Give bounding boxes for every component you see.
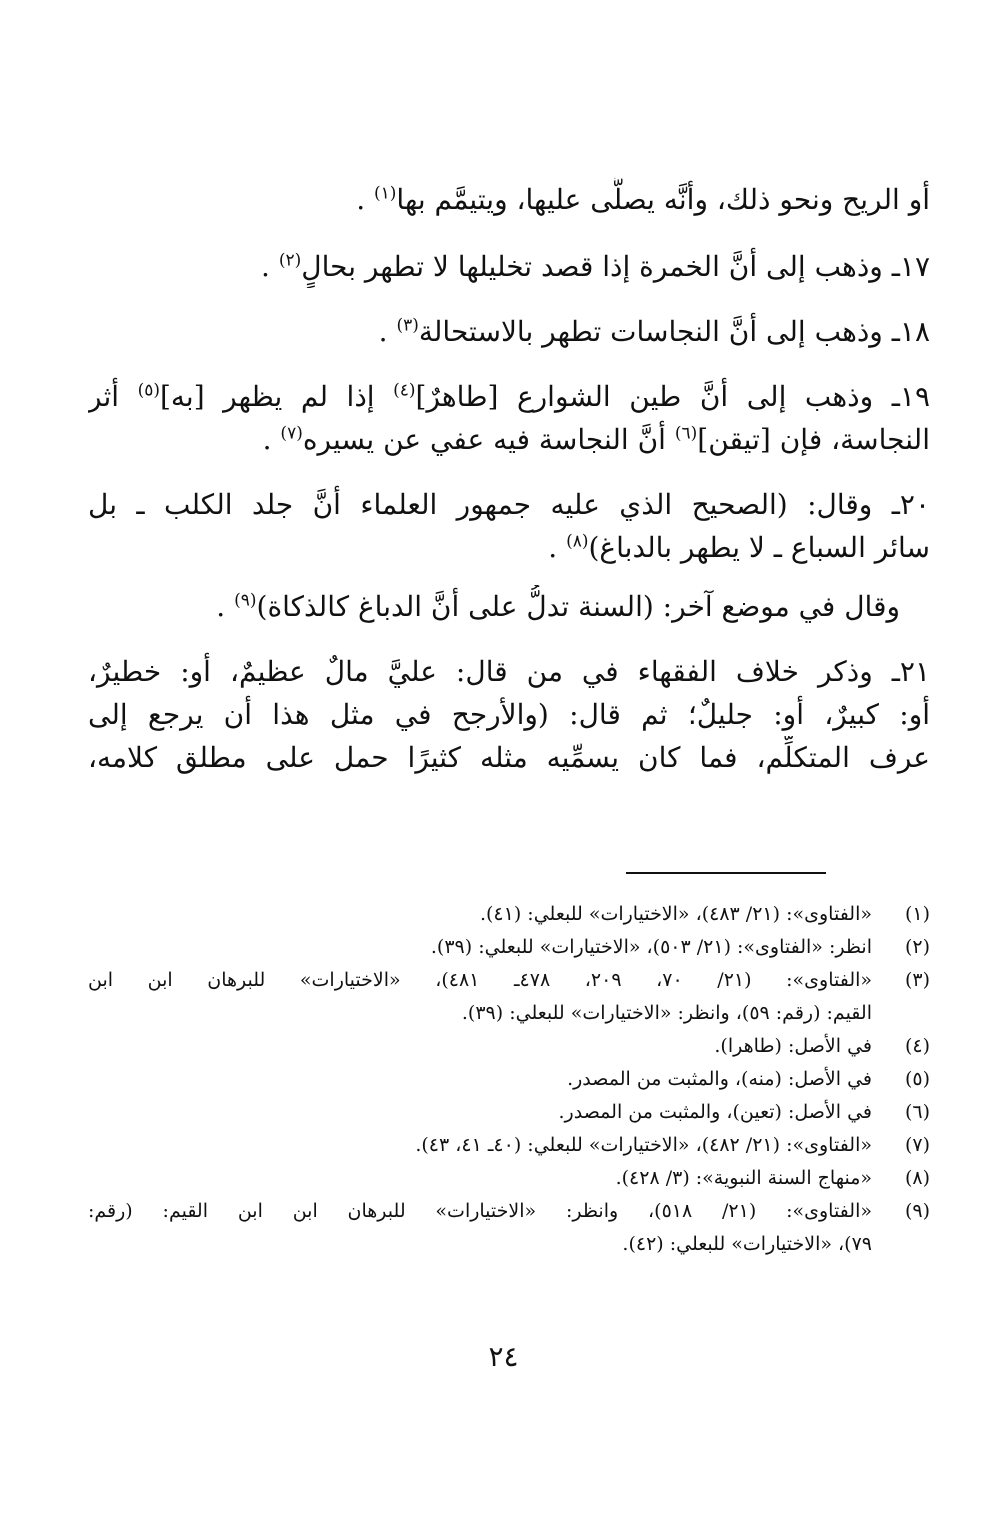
punctuation: . (216, 590, 235, 623)
footnote-text (88, 898, 872, 931)
punctuation: . (356, 183, 374, 216)
footnote-ref: (٤) (393, 380, 416, 401)
footnote-separator (626, 872, 826, 874)
footnote-number: (٨) (904, 1167, 930, 1189)
paragraph-17 (88, 245, 930, 288)
text-line: ٢١ـ وذكر خلاف الفقهاء في من قال: عليَّ مالٌ عظيمٌ، أو: خطيرٌ، (88, 655, 930, 688)
footnote-ref: (٩) (234, 590, 257, 611)
footnote-line: «الفتاوى»: (٢١/ ٤٨٢)، «الاختيارات» للبعلي: (٤٠ـ ٤١، ٤٣). (415, 1134, 872, 1156)
text-line (88, 310, 930, 353)
text-line (88, 245, 930, 288)
paragraph-text: سائر السباع ـ لا يطهر بالدباغ) (588, 531, 930, 564)
footnote-text (88, 1063, 872, 1096)
punctuation: . (548, 531, 567, 564)
text-line: ٢٠ـ وقال: (الصحيح الذي عليه جمهور العلماء أنَّ جلد الكلب ـ بل (88, 488, 930, 521)
footnote-ref: (١) (374, 183, 397, 204)
punctuation: . (261, 250, 279, 283)
footnote-line: «الفتاوى»: (٢١/ ٧٠، ٢٠٩، ٤٧٨ـ ٤٨١)، «الاختيارات» للبرهان ابن ابن (88, 969, 872, 991)
paragraph-text: ١٨ـ وذهب إلى أنَّ النجاسات تطهر بالاستحالة (418, 315, 930, 348)
text-line (88, 585, 900, 628)
text-line: عرف المتكلِّم، فما كان يسمِّيه مثله كثيرًا حمل على مطلق كلامه، (88, 741, 930, 774)
main-text (88, 178, 930, 779)
paragraph-text: أنَّ النجاسة فيه عفي عن يسيره (302, 423, 675, 456)
footnote-text (88, 1096, 872, 1129)
paragraph-20-quote (88, 585, 930, 628)
footnote-line: «الفتاوى»: (٢١/ ٤٨٣)، «الاختيارات» للبعلي: (٤١). (479, 903, 872, 925)
footnote-number: (١) (904, 903, 930, 925)
footnote-ref: (٧) (280, 423, 303, 444)
footnote-item (88, 1096, 930, 1129)
footnote-item (88, 1195, 930, 1261)
footnote-item (88, 898, 930, 931)
paragraph-text: ١٩ـ وذهب إلى أنَّ طين الشوارع [طاهرٌ] (415, 380, 930, 413)
footnote-line: في الأصل: (تعين)، والمثبت من المصدر. (558, 1101, 872, 1123)
paragraph-text: أثر (88, 380, 138, 413)
footnote-line: في الأصل: (منه)، والمثبت من المصدر. (567, 1068, 872, 1090)
footnote-ref: (٨) (566, 531, 589, 552)
footnote-text (88, 931, 872, 964)
footnote-text (88, 964, 872, 1030)
text-line (88, 178, 930, 221)
footnote-item (88, 1129, 930, 1162)
paragraph-20 (88, 483, 930, 569)
paragraph-18 (88, 310, 930, 353)
footnote-item (88, 1063, 930, 1096)
footnote-text (88, 1030, 872, 1063)
footnote-ref: (٢) (278, 250, 302, 271)
footnote-line: «منهاج السنة النبوية»: (٣/ ٤٢٨). (615, 1167, 872, 1189)
footnote-text (88, 1195, 872, 1261)
paragraph-19 (88, 375, 930, 461)
footnote-number: (٤) (904, 1035, 930, 1057)
footnote-item (88, 1162, 930, 1195)
footnote-number: (٧) (904, 1134, 930, 1156)
footnote-line: في الأصل: (طاهرا). (714, 1035, 872, 1057)
footnotes (88, 898, 930, 1261)
footnote-line: انظر: «الفتاوى»: (٢١/ ٥٠٣)، «الاختيارات» للبعلي: (٣٩). (430, 936, 872, 958)
paragraph-text: ١٧ـ وذهب إلى أنَّ الخمرة إذا قصد تخليلها لا تطهر بحالٍ (301, 250, 930, 283)
footnote-number: (٦) (904, 1101, 930, 1123)
footnote-line: ٧٩)، «الاختيارات» للبعلي: (٤٢). (622, 1233, 872, 1255)
footnote-number: (٩) (904, 1200, 930, 1222)
footnote-number: (٢) (904, 936, 930, 958)
paragraph-1 (88, 178, 930, 221)
paragraph-text: النجاسة، فإن [تيقن] (697, 423, 930, 456)
footnote-item (88, 931, 930, 964)
footnote-line: القيم: (رقم: ٥٩)، وانظر: «الاختيارات» للبعلي: (٣٩). (461, 1002, 872, 1024)
footnote-line: «الفتاوى»: (٢١/ ٥١٨)، وانظر: «الاختيارات» للبرهان ابن ابن القيم: (رقم: (88, 1200, 872, 1222)
paragraph-text: أو الريح ونحو ذلك، وأنَّه يصلَّى عليها، ويتيمَّم بها (396, 183, 930, 216)
footnote-item (88, 964, 930, 1030)
punctuation: . (262, 423, 281, 456)
footnote-ref: (٦) (674, 423, 698, 444)
text-line (88, 418, 930, 461)
text-line (88, 375, 930, 418)
text-line (88, 526, 930, 569)
paragraph-21 (88, 650, 930, 779)
footnote-number: (٣) (904, 969, 930, 991)
text-line: أو: كبيرٌ، أو: جليلٌ؛ ثم قال: (والأرجح في مثل هذا أن يرجع إلى (88, 698, 930, 731)
footnote-number: (٥) (904, 1068, 930, 1090)
paragraph-text: إذا لم يظهر [به] (159, 380, 394, 413)
page-number: ٢٤ (488, 1340, 519, 1373)
footnote-text (88, 1162, 872, 1195)
footnote-ref: (٥) (137, 380, 160, 401)
paragraph-text: وقال في موضع آخر: (السنة تدلُّ على أنَّ الدباغ كالذكاة) (256, 590, 900, 623)
footnote-item (88, 1030, 930, 1063)
footnote-ref: (٣) (396, 315, 419, 336)
punctuation: . (378, 315, 397, 348)
footnote-text (88, 1129, 872, 1162)
